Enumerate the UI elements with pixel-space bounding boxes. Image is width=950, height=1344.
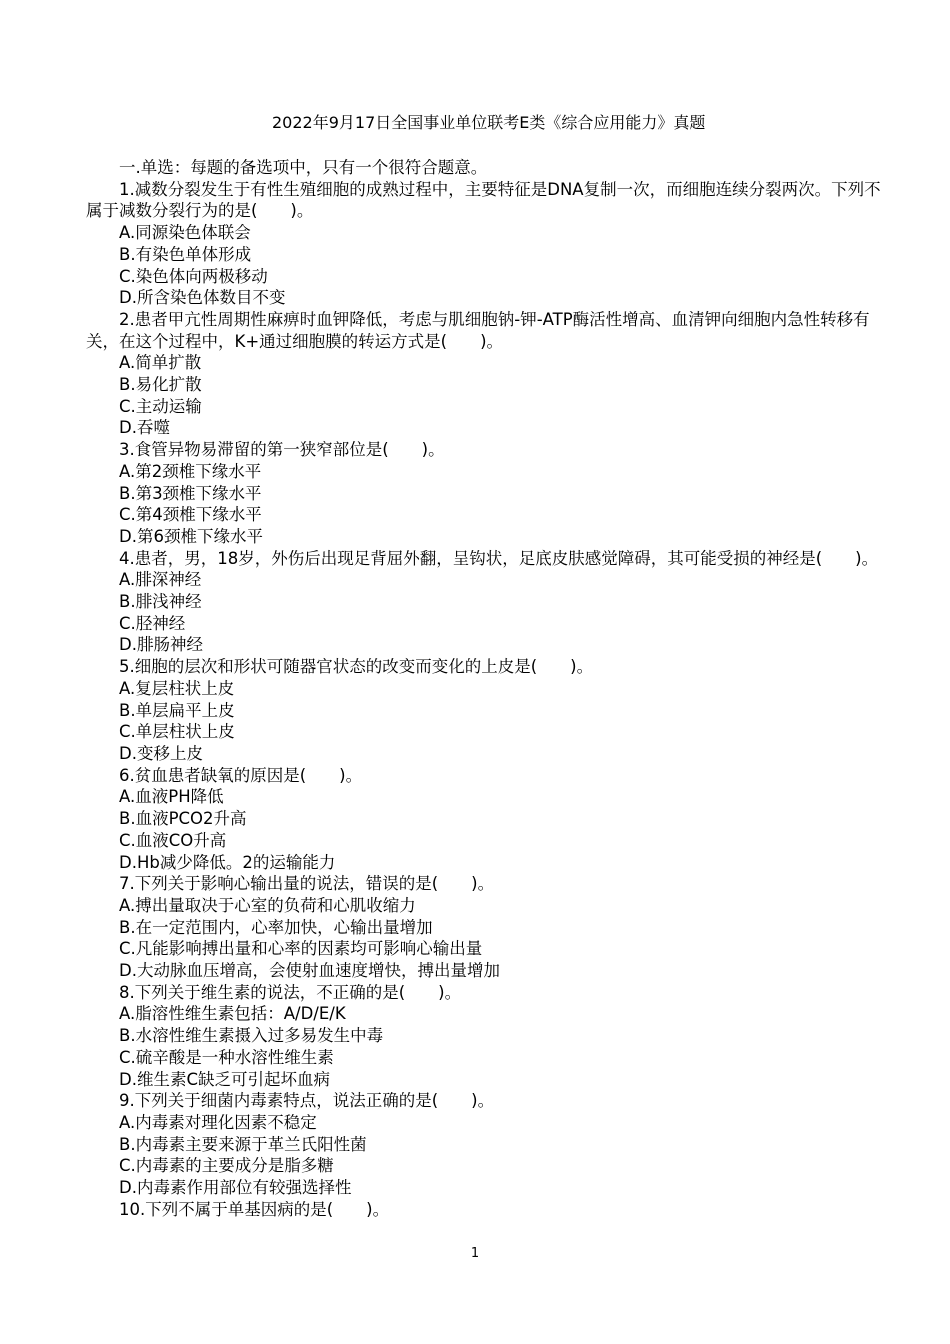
answer-option: D.变移上皮: [119, 743, 203, 763]
answer-option: D.Hb减少降低。2的运输能力: [119, 852, 336, 872]
question-stem: 9.下列关于细菌内毒素特点，说法正确的是( )。: [119, 1091, 495, 1111]
question-list: [86, 157, 886, 1220]
answer-option: D.第6颈椎下缘水平: [119, 526, 263, 546]
answer-option: A.第2颈椎下缘水平: [119, 461, 262, 481]
answer-option: A.简单扩散: [119, 353, 202, 373]
question-stem: 10.下列不属于单基因病的是( )。: [119, 1199, 390, 1219]
question-stem: 4.患者，男，18岁，外伤后出现足背屈外翻，呈钩状，足底皮肤感觉障碍，其可能受损的神经是( )。: [119, 548, 879, 568]
question-stem: 6.贫血患者缺氧的原因是( )。: [119, 765, 363, 785]
answer-option: A.搏出量取决于心室的负荷和心肌收缩力: [119, 895, 416, 915]
answer-option: B.易化扩散: [119, 375, 202, 395]
answer-option: D.内毒素作用部位有较强选择性: [119, 1178, 352, 1198]
answer-option: B.血液PCO2升高: [119, 809, 247, 829]
answer-option: A.内毒素对理化因素不稳定: [119, 1112, 317, 1132]
answer-option: B.在一定范围内，心率加快，心输出量增加: [119, 917, 433, 937]
answer-option: A.血液PH降低: [119, 787, 224, 807]
answer-option: C.胫神经: [119, 613, 186, 633]
answer-option: B.第3颈椎下缘水平: [119, 483, 262, 503]
answer-option: D.吞噬: [119, 418, 170, 438]
answer-option: D.腓肠神经: [119, 635, 203, 655]
answer-option: B.腓浅神经: [119, 592, 202, 612]
question-stem: 7.下列关于影响心输出量的说法，错误的是( )。: [119, 874, 495, 894]
answer-option: D.所含染色体数目不变: [119, 288, 286, 308]
question-stem: 3.食管异物易滞留的第一狭窄部位是( )。: [119, 440, 445, 460]
answer-option: C.硫辛酸是一种水溶性维生素: [119, 1047, 334, 1067]
answer-option: A.腓深神经: [119, 570, 202, 590]
answer-option: B.内毒素主要来源于革兰氏阳性菌: [119, 1134, 367, 1154]
answer-option: A.复层柱状上皮: [119, 678, 235, 698]
answer-option: C.染色体向两极移动: [119, 266, 268, 286]
answer-option: B.水溶性维生素摄入过多易发生中毒: [119, 1026, 384, 1046]
answer-option: B.有染色单体形成: [119, 244, 252, 264]
answer-option: D.维生素C缺乏可引起坏血病: [119, 1069, 330, 1089]
question-stem: 5.细胞的层次和形状可随器官状态的改变而变化的上皮是( )。: [119, 657, 594, 677]
answer-option: C.第4颈椎下缘水平: [119, 505, 262, 525]
section-heading: 一.单选：每题的备选项中，只有一个很符合题意。: [119, 158, 488, 177]
answer-option: A.脂溶性维生素包括：A/D/E/K: [119, 1004, 346, 1024]
answer-option: C.凡能影响搏出量和心率的因素均可影响心输出量: [119, 939, 483, 959]
answer-option: D.大动脉血压增高，会使射血速度增快，搏出量增加: [119, 961, 500, 981]
answer-option: A.同源染色体联会: [119, 223, 251, 243]
page-number: 1: [470, 1246, 480, 1261]
answer-option: B.单层扁平上皮: [119, 700, 235, 720]
answer-option: C.主动运输: [119, 396, 202, 416]
question-stem: 8.下列关于维生素的说法，不正确的是( )。: [119, 982, 462, 1002]
document-title: 2022年9月17日全国事业单位联考E类《综合应用能力》真题: [272, 113, 706, 132]
answer-option: C.单层柱状上皮: [119, 722, 235, 742]
question-stem: 1.减数分裂发生于有性生殖细胞的成熟过程中，主要特征是DNA复制一次，而细胞连续分裂两次。下列不属于减数分裂行为的是( )。: [86, 179, 881, 221]
answer-option: C.内毒素的主要成分是脂多糖: [119, 1156, 334, 1176]
question-stem: 2.患者甲亢性周期性麻痹时血钾降低，考虑与肌细胞钠-钾-ATP酶活性增高、血清钾向细胞内急性转移有关，在这个过程中，K+通过细胞膜的转运方式是( )。: [86, 309, 870, 351]
answer-option: C.血液CO升高: [119, 830, 227, 850]
